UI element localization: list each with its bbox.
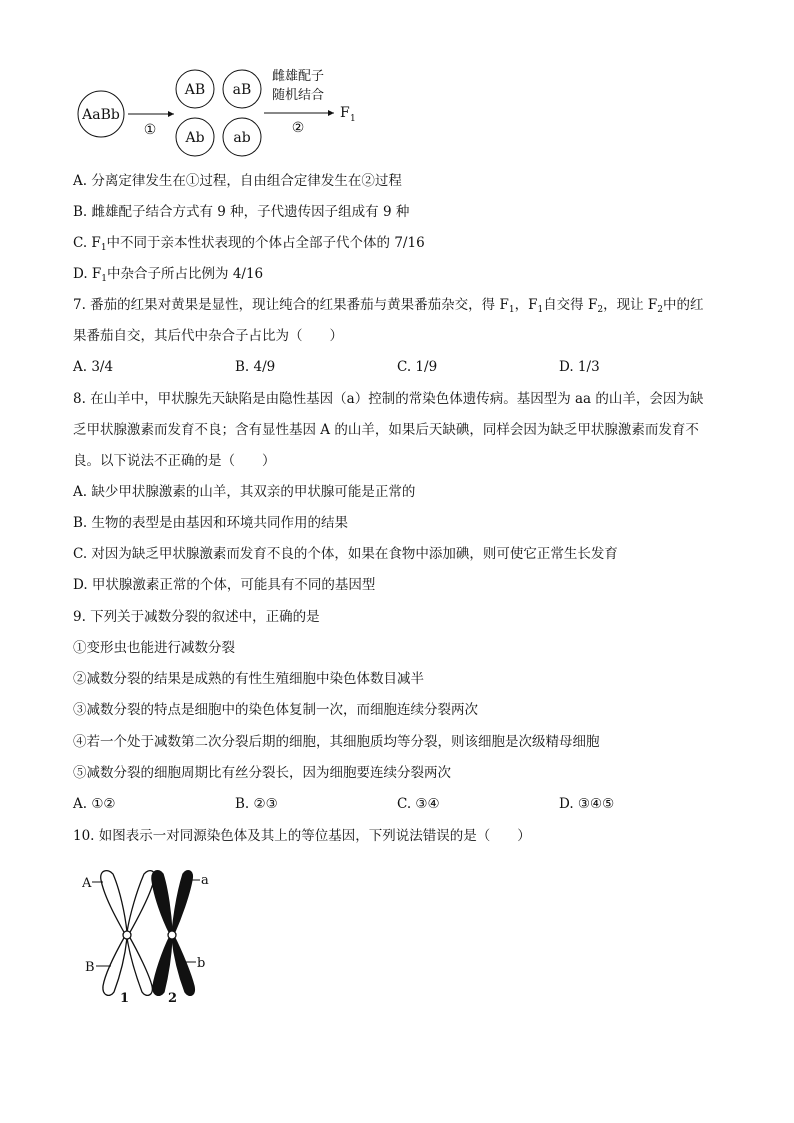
q9-statement-1: ①变形虫也能进行减数分裂: [73, 640, 235, 656]
q8-option-a: A. 缺少甲状腺激素的山羊，其双亲的甲状腺可能是正常的: [73, 484, 416, 500]
q8-option-d: D. 甲状腺激素正常的个体，可能具有不同的基因型: [73, 577, 376, 593]
q6-option-c: [73, 234, 425, 252]
parent-label: AaBb: [82, 107, 120, 123]
q9-option-c: C. ③④: [397, 796, 440, 812]
q9-statement-2: ②减数分裂的结果是成熟的有性生殖细胞中染色体数目减半: [73, 671, 424, 687]
q8-stem-line1: 8. 在山羊中，甲状腺先天缺陷是由隐性基因（a）控制的常染色体遗传病。基因型为 aa 的山羊，会因为缺: [73, 391, 704, 407]
chromosome-2-upper-left-arm: [152, 871, 172, 934]
q7-l1-s3: 2: [597, 305, 604, 315]
label-B: B: [85, 960, 95, 975]
arrow-2-label-line1: 雌雄配子: [271, 69, 325, 84]
q7-l1-s2: 1: [537, 305, 544, 315]
arrow-1-head: [168, 111, 174, 117]
q6-option-d: [73, 265, 263, 283]
q6-option-d-sub: 1: [101, 274, 108, 284]
step-2-label: ②: [291, 120, 305, 136]
chromosome-1-upper-right-arm: [127, 871, 155, 934]
q7-option-a: A. 3/4: [73, 359, 114, 375]
arrow-2-label-line2: 随机结合: [271, 88, 325, 103]
q6-option-a: A. 分离定律发生在①过程，自由组合定律发生在②过程: [73, 173, 402, 189]
q7-l1-p3: 自交得 F: [543, 297, 598, 313]
q7-stem-line1: [73, 296, 704, 314]
q6-option-c-sub: 1: [100, 243, 107, 253]
q8-option-b: B. 生物的表型是由基因和环境共同作用的结果: [73, 515, 349, 531]
chromosome-2-lower-right-arm: [172, 936, 194, 995]
q9-statement-4: ④若一个处于减数第二次分裂后期的细胞，其细胞质均等分裂，则该细胞是次级精母细胞: [73, 734, 600, 750]
q6-option-c-post: 中不同于亲本性状表现的个体占全部子代个体的 7/16: [106, 235, 425, 251]
q7-l1-p5: 中的红: [663, 297, 704, 313]
chromosome-1-centromere: [123, 931, 131, 939]
arrow-2-head: [328, 110, 334, 116]
q9-option-d: D. ③④⑤: [559, 796, 615, 812]
result-subscript: 1: [350, 114, 356, 124]
q7-l1-p2: ，F: [514, 297, 538, 313]
q9-stem: 9. 下列关于减数分裂的叙述中，正确的是: [73, 609, 320, 625]
step-1-label: ①: [143, 122, 157, 138]
q9-option-a: A. ①②: [73, 796, 116, 812]
q7-stem-line2: 果番茄自交，其后代中杂合子占比为（ ）: [73, 328, 343, 344]
homologous-chromosome-figure: [82, 862, 212, 1004]
gamete-diagram: [72, 62, 372, 162]
q10-stem: 10. 如图表示一对同源染色体及其上的等位基因，下列说法错误的是（ ）: [73, 828, 531, 844]
q8-option-c: C. 对因为缺乏甲状腺激素而发育不良的个体，如果在食物中添加碘，则可使它正常生长发育: [73, 546, 618, 562]
q9-option-b: B. ②③: [235, 796, 278, 812]
chromosome-1-lower-right-arm: [127, 936, 152, 995]
label-a: a: [201, 873, 209, 888]
chromosome-1-upper-left-arm: [101, 871, 127, 934]
q7-l1-p4: ，现让 F: [603, 297, 658, 313]
q6-option-d-pre: D. F: [73, 266, 102, 282]
q7-l1-p1: 7. 番茄的红果对黄果是显性，现让纯合的红果番茄与黄果番茄杂交，得 F: [73, 297, 509, 313]
result-label: F: [340, 105, 350, 121]
gamete-label-Ab: Ab: [185, 130, 205, 146]
chromosome-2-upper-right-arm: [172, 871, 192, 934]
gamete-label-AB: AB: [184, 82, 206, 98]
label-b: b: [197, 956, 206, 971]
chromosome-2-number: 2: [168, 991, 178, 1004]
gamete-label-ab: ab: [233, 130, 251, 146]
q7-l1-s1: 1: [508, 305, 515, 315]
gamete-label-aB: aB: [232, 82, 252, 98]
q9-statement-5: ⑤减数分裂的细胞周期比有丝分裂长，因为细胞要连续分裂两次: [73, 765, 451, 781]
chromosome-2-lower-left-arm: [153, 936, 172, 995]
q7-option-c: C. 1/9: [397, 359, 438, 375]
q8-stem-line2: 乏甲状腺激素而发育不良；含有显性基因 A 的山羊，如果后天缺碘，同样会因为缺乏甲状腺激素而发育不: [73, 422, 699, 438]
q7-l1-s4: 2: [657, 305, 663, 315]
q9-statement-3: ③减数分裂的特点是细胞中的染色体复制一次，而细胞连续分裂两次: [73, 702, 478, 718]
q6-option-b: B. 雌雄配子结合方式有 9 种，子代遗传因子组成有 9 种: [73, 204, 410, 220]
chromosome-2-centromere: [168, 931, 176, 939]
q7-option-d: D. 1/3: [559, 359, 600, 375]
q8-stem-line3: 良。以下说法不正确的是（ ）: [73, 453, 276, 469]
q7-option-b: B. 4/9: [235, 359, 276, 375]
chromosome-1-number: 1: [120, 991, 130, 1004]
q6-option-c-pre: C. F: [73, 235, 101, 251]
q6-option-d-post: 中杂合子所占比例为 4/16: [107, 266, 264, 282]
label-A: A: [82, 876, 92, 891]
